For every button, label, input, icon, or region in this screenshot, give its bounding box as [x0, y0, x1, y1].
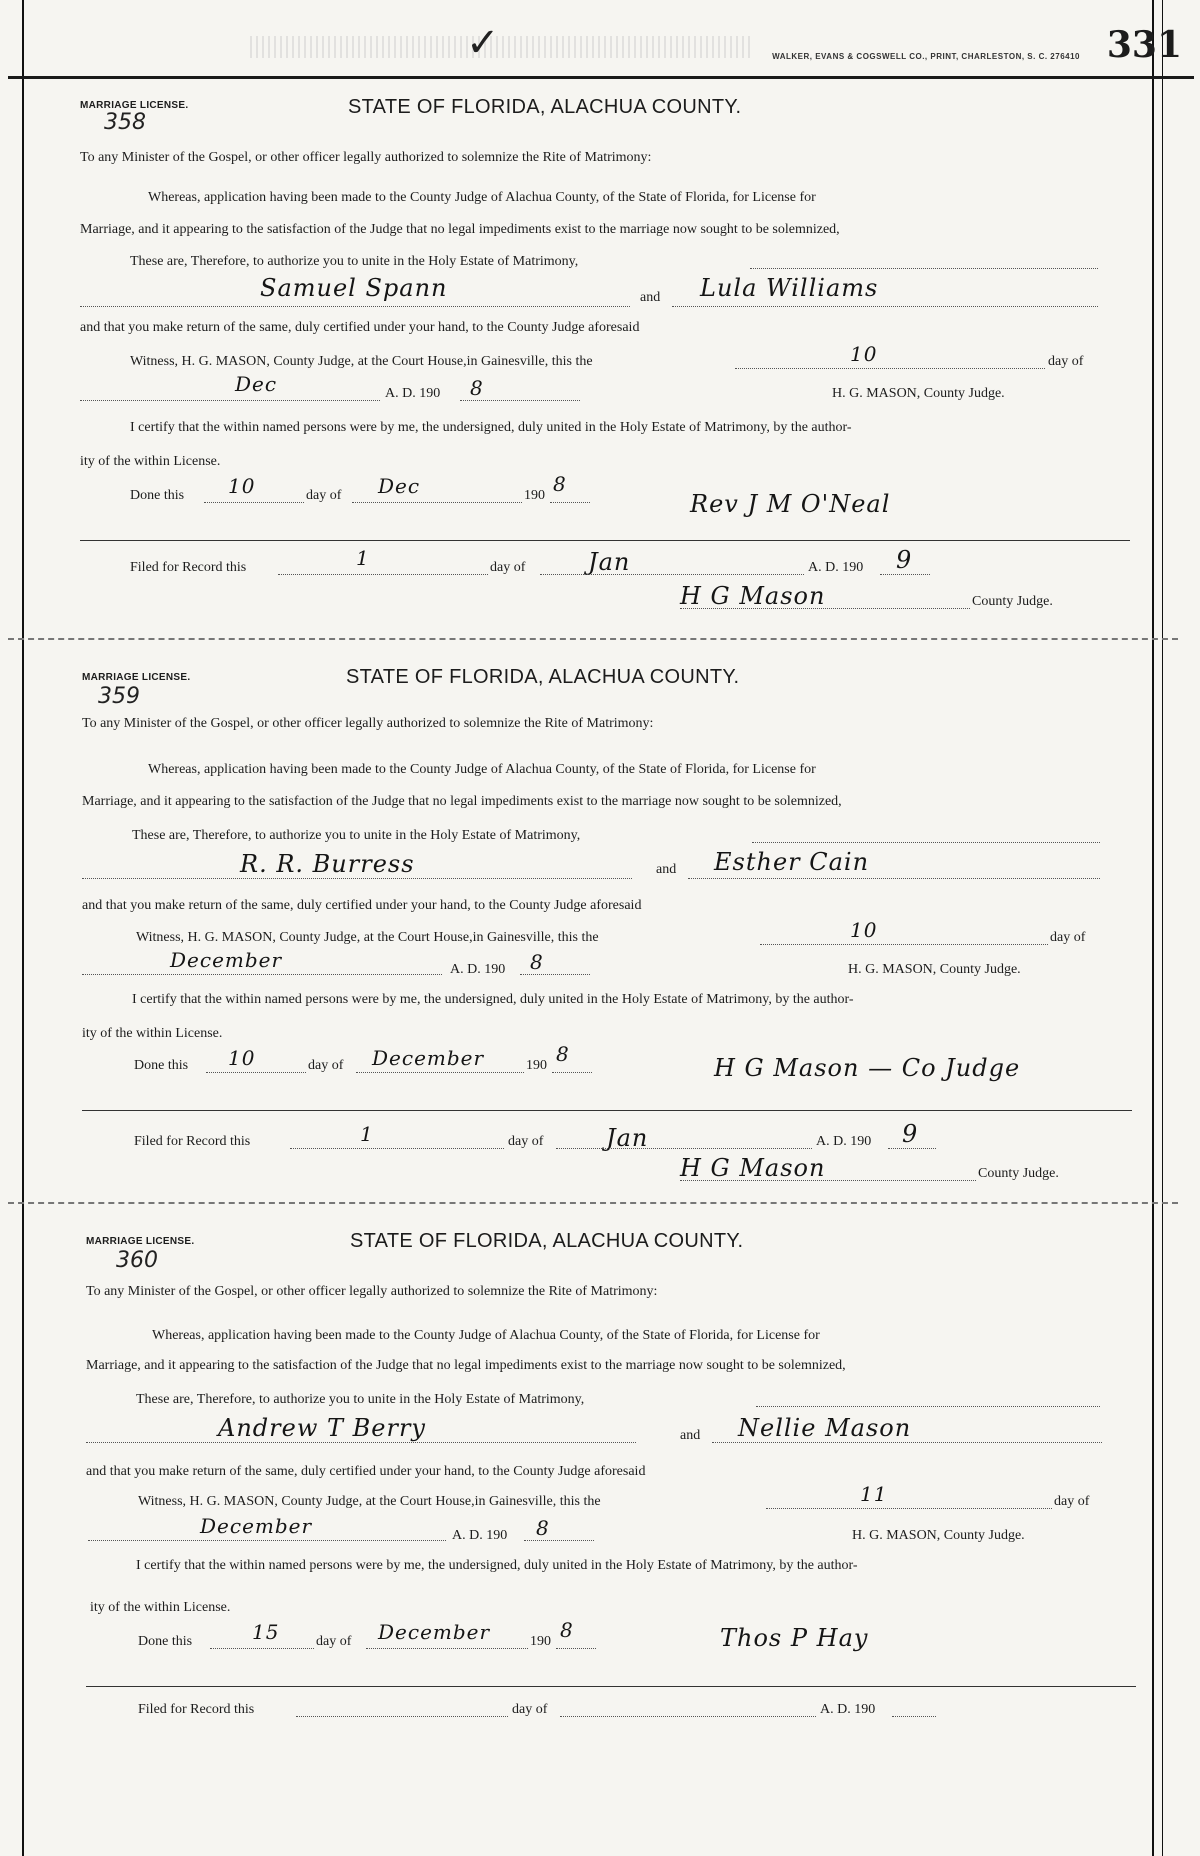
- filed-day: 1: [356, 546, 370, 570]
- filed-day: 1: [360, 1122, 374, 1146]
- filed-ad: A. D. 190: [820, 1702, 876, 1717]
- whereas-line-2: Marriage, and it appearing to the satisfaction of the Judge that no legal impediments exist to the marriage now sought to be solemnized,: [80, 222, 840, 237]
- certify-line-1: I certify that the within named persons were by me, the undersigned, duly united in the Holy Estate of Matrimony, by the author-: [130, 420, 852, 435]
- address-line: To any Minister of the Gospel, or other officer legally authorized to solemnize the Rite of Matrimony:: [82, 716, 654, 731]
- these-are-line: These are, Therefore, to authorize you to unite in the Holy Estate of Matrimony,: [130, 254, 579, 269]
- filed-ad: A. D. 190: [816, 1134, 872, 1149]
- return-line: and that you make return of the same, duly certified under your hand, to the County Judge aforesaid: [82, 898, 642, 913]
- done-day-of: day of: [308, 1058, 344, 1073]
- license-separator: [8, 1202, 1178, 1204]
- whereas-line-2: Marriage, and it appearing to the satisfaction of the Judge that no legal impediments exist to the marriage now sought to be solemnized,: [86, 1358, 846, 1373]
- printer-imprint: WALKER, EVANS & COGSWELL CO., PRINT, CHARLESTON, S. C. 276410: [772, 52, 1080, 61]
- done-day: 10: [228, 1046, 256, 1070]
- witness-month: December: [200, 1514, 313, 1538]
- witness-day: 10: [850, 342, 878, 366]
- filed-year: 9: [896, 546, 913, 574]
- witness-day: 11: [860, 1482, 888, 1506]
- certify-line-2: ity of the within License.: [90, 1600, 231, 1615]
- and-word: and: [656, 862, 677, 877]
- officiant-signature: Rev J M O'Neal: [690, 490, 891, 518]
- filed-label: Filed for Record this: [134, 1134, 251, 1149]
- judge-signature-line: H. G. MASON, County Judge.: [832, 386, 1005, 401]
- judge-signature-line: H. G. MASON, County Judge.: [848, 962, 1021, 977]
- license-number: 359: [98, 684, 140, 709]
- these-are-line: These are, Therefore, to authorize you to unite in the Holy Estate of Matrimony,: [132, 828, 581, 843]
- certify-line-1: I certify that the within named persons were by me, the undersigned, duly united in the Holy Estate of Matrimony, by the author-: [136, 1558, 858, 1573]
- address-line: To any Minister of the Gospel, or other officer legally authorized to solemnize the Rite of Matrimony:: [80, 150, 652, 165]
- filed-label: Filed for Record this: [130, 560, 247, 575]
- filed-by-signature: H G Mason: [680, 582, 826, 610]
- right-margin-rule: [1152, 0, 1154, 1856]
- filed-month: Jan: [606, 1124, 649, 1152]
- ad-label: A. D. 190: [450, 962, 506, 977]
- marriage-license-label: MARRIAGE LICENSE.: [82, 672, 191, 683]
- day-of: day of: [1048, 354, 1084, 369]
- license-heading: STATE OF FLORIDA, ALACHUA COUNTY.: [350, 1230, 744, 1252]
- bride-name: Lula Williams: [700, 274, 879, 302]
- whereas-line-2: Marriage, and it appearing to the satisfaction of the Judge that no legal impediments exist to the marriage now sought to be solemnized,: [82, 794, 842, 809]
- done-year-prefix: 190: [526, 1058, 547, 1073]
- done-day-of: day of: [306, 488, 342, 503]
- filed-label: Filed for Record this: [138, 1702, 255, 1717]
- check-mark: ✓: [466, 20, 500, 66]
- done-month: December: [378, 1620, 491, 1644]
- whereas-line-1: Whereas, application having been made to the County Judge of Alachua County, of the State of Florida, for License for: [152, 1328, 820, 1343]
- officiant-signature: H G Mason — Co Judge: [714, 1054, 1021, 1082]
- marriage-license-label: MARRIAGE LICENSE.: [86, 1236, 195, 1247]
- certify-line-2: ity of the within License.: [80, 454, 221, 469]
- witness-line: Witness, H. G. MASON, County Judge, at the Court House,in Gainesville, this the: [130, 354, 593, 369]
- witness-month: Dec: [235, 372, 278, 396]
- done-month: December: [372, 1046, 485, 1070]
- groom-name: Samuel Spann: [260, 274, 448, 302]
- left-margin-rule: [22, 0, 24, 1856]
- top-rule: [8, 76, 1194, 79]
- and-word: and: [680, 1428, 701, 1443]
- license-number: 360: [116, 1248, 158, 1273]
- whereas-line-1: Whereas, application having been made to the County Judge of Alachua County, of the State of Florida, for License for: [148, 190, 816, 205]
- done-year: 8: [556, 1042, 570, 1066]
- county-judge-label: County Judge.: [972, 594, 1053, 609]
- witness-year: 8: [536, 1516, 550, 1540]
- done-day-of: day of: [316, 1634, 352, 1649]
- license-separator: [8, 638, 1178, 640]
- witness-line: Witness, H. G. MASON, County Judge, at the Court House,in Gainesville, this the: [136, 930, 599, 945]
- and-word: and: [640, 290, 661, 305]
- certify-line-2: ity of the within License.: [82, 1026, 223, 1041]
- county-judge-label: County Judge.: [978, 1166, 1059, 1181]
- page-number: 331: [1106, 24, 1182, 66]
- day-of: day of: [1054, 1494, 1090, 1509]
- filed-day-of: day of: [512, 1702, 548, 1717]
- done-year-prefix: 190: [524, 488, 545, 503]
- filed-year: 9: [902, 1120, 919, 1148]
- witness-line: Witness, H. G. MASON, County Judge, at the Court House,in Gainesville, this the: [138, 1494, 601, 1509]
- day-of: day of: [1050, 930, 1086, 945]
- witness-month: December: [170, 948, 283, 972]
- witness-year: 8: [530, 950, 544, 974]
- groom-name: R. R. Burress: [240, 850, 415, 878]
- done-this: Done this: [134, 1058, 189, 1073]
- bride-name: Nellie Mason: [738, 1414, 912, 1442]
- license-number: 358: [104, 110, 146, 135]
- done-month: Dec: [378, 474, 421, 498]
- return-line: and that you make return of the same, duly certified under your hand, to the County Judge aforesaid: [80, 320, 640, 335]
- done-this: Done this: [138, 1634, 193, 1649]
- address-line: To any Minister of the Gospel, or other officer legally authorized to solemnize the Rite of Matrimony:: [86, 1284, 658, 1299]
- bride-name: Esther Cain: [714, 848, 870, 876]
- officiant-signature: Thos P Hay: [720, 1624, 869, 1652]
- witness-day: 10: [850, 918, 878, 942]
- filed-day-of: day of: [508, 1134, 544, 1149]
- judge-signature-line: H. G. MASON, County Judge.: [852, 1528, 1025, 1543]
- license-heading: STATE OF FLORIDA, ALACHUA COUNTY.: [348, 96, 742, 118]
- scan-artifact: [250, 36, 750, 58]
- filed-ad: A. D. 190: [808, 560, 864, 575]
- done-this: Done this: [130, 488, 185, 503]
- done-day: 10: [228, 474, 256, 498]
- whereas-line-1: Whereas, application having been made to the County Judge of Alachua County, of the State of Florida, for License for: [148, 762, 816, 777]
- ad-label: A. D. 190: [385, 386, 441, 401]
- right-margin-rule-thin: [1162, 0, 1163, 1856]
- ad-label: A. D. 190: [452, 1528, 508, 1543]
- return-line: and that you make return of the same, duly certified under your hand, to the County Judge aforesaid: [86, 1464, 646, 1479]
- done-day: 15: [252, 1620, 280, 1644]
- done-year-prefix: 190: [530, 1634, 551, 1649]
- license-heading: STATE OF FLORIDA, ALACHUA COUNTY.: [346, 666, 740, 688]
- certify-line-1: I certify that the within named persons were by me, the undersigned, duly united in the Holy Estate of Matrimony, by the author-: [132, 992, 854, 1007]
- marriage-license-label: MARRIAGE LICENSE.: [80, 100, 189, 111]
- done-year: 8: [553, 472, 567, 496]
- filed-day-of: day of: [490, 560, 526, 575]
- witness-year: 8: [470, 376, 484, 400]
- filed-month: Jan: [588, 548, 631, 576]
- filed-by-signature: H G Mason: [680, 1154, 826, 1182]
- done-year: 8: [560, 1618, 574, 1642]
- these-are-line: These are, Therefore, to authorize you to unite in the Holy Estate of Matrimony,: [136, 1392, 585, 1407]
- groom-name: Andrew T Berry: [218, 1414, 426, 1442]
